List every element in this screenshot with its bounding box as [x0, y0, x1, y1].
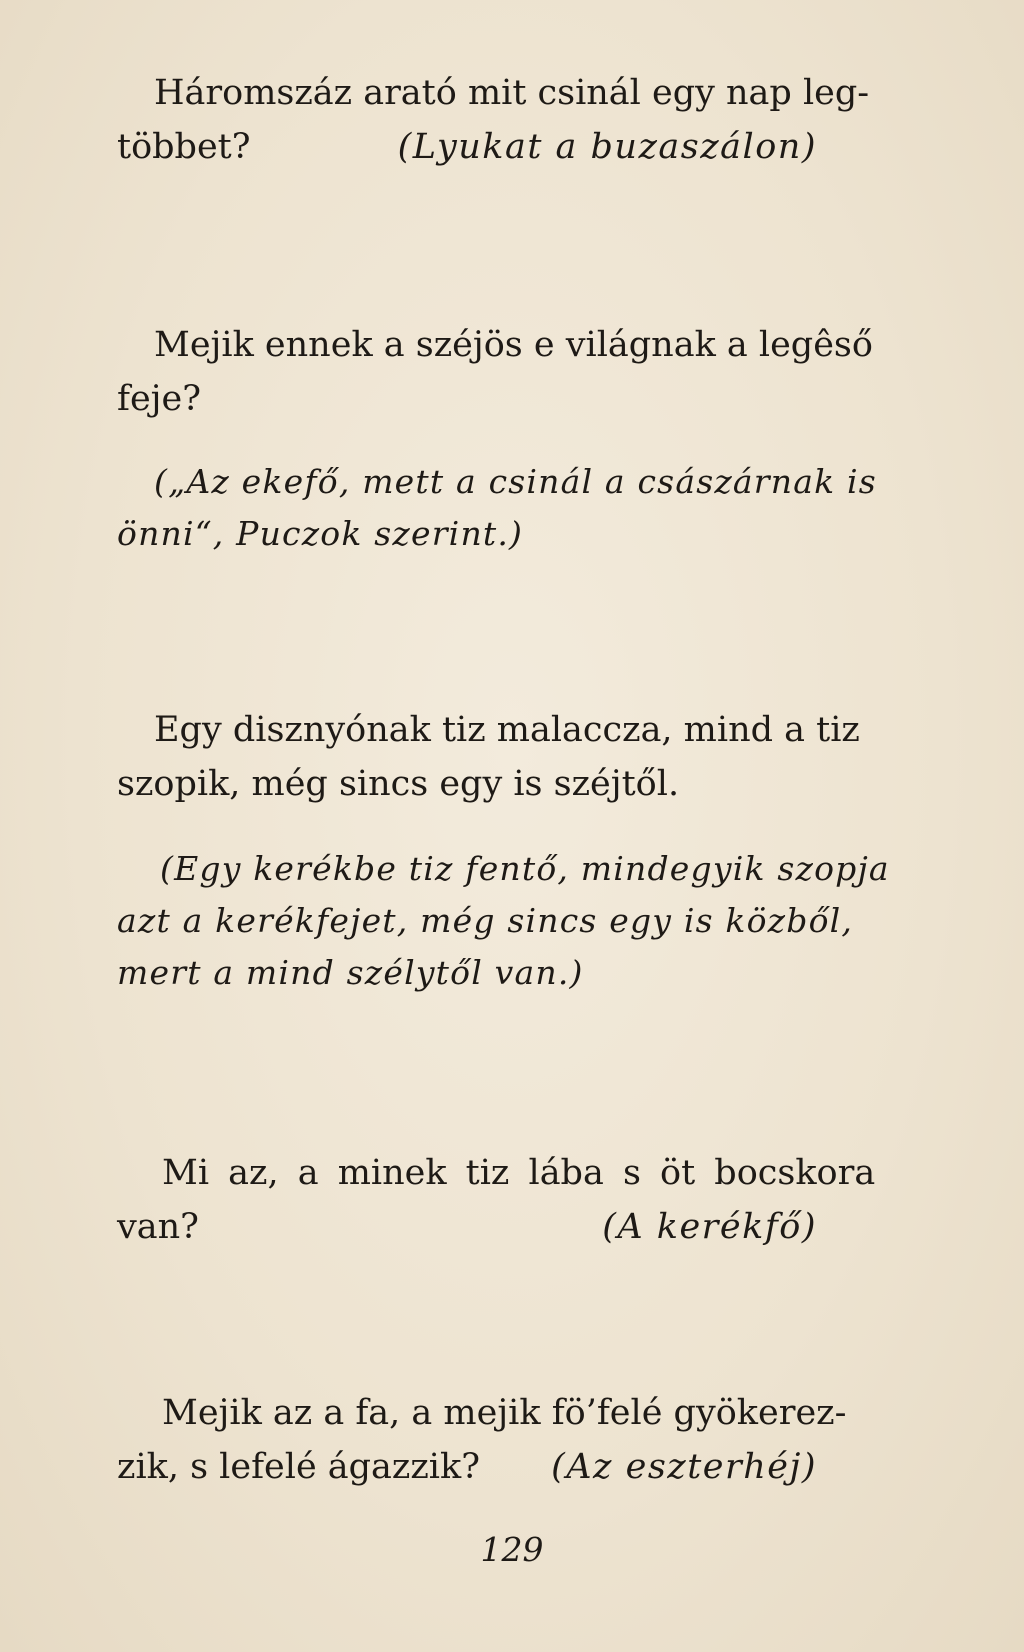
riddle-2-answer	[117, 456, 912, 560]
riddle-3-answer-line-1: (Egy kerékbe tiz fentő, mindegyik szopja	[160, 849, 890, 888]
riddle-4-question-line-2	[117, 1200, 912, 1254]
riddle-5-answer: (Az eszterhéj)	[551, 1447, 817, 1487]
riddle-2	[117, 318, 912, 426]
riddle-3-answer	[117, 843, 912, 999]
riddle-4	[117, 1146, 912, 1254]
riddle-3	[117, 703, 912, 811]
riddle-3-answer-line-3: mert a mind szélytől van.)	[117, 953, 584, 992]
riddle-4-question-line-1: Mi az, a minek tiz lába s öt bocskora	[162, 1153, 876, 1193]
page-number: 129	[480, 1530, 544, 1569]
riddle-5-question-line-1: Mejik az a fa, a mejik fö’felé gyökerez-	[162, 1393, 847, 1433]
riddle-3-answer-line-2: azt a kerékfejet, még sincs egy is közből,	[117, 901, 854, 940]
riddle-2-answer-line-2: önni“, Puczok szerint.)	[117, 514, 524, 553]
riddle-1-question-line-1: Háromszáz arató mit csinál egy nap leg-	[154, 73, 870, 113]
riddle-2-question-line-1: Mejik ennek a széjös e világnak a legêső	[154, 325, 873, 365]
riddle-3-question-line-1: Egy disznyónak tiz malaccza, mind a tiz	[154, 710, 860, 750]
riddle-1-answer: (Lyukat a buzaszálon)	[397, 127, 817, 167]
riddle-1-question-line-2	[117, 120, 912, 174]
riddle-1	[117, 66, 912, 174]
riddle-1-question-end: többet?	[117, 127, 251, 167]
riddle-5-question-end: zik, s lefelé ágazzik?	[117, 1447, 480, 1487]
riddle-3-question-line-2: szopik, még sincs egy is széjtől.	[117, 764, 680, 804]
riddle-5	[117, 1386, 912, 1494]
riddle-4-answer: (A kerékfő)	[602, 1207, 817, 1247]
riddle-4-question-end: van?	[117, 1207, 199, 1247]
riddle-5-question-line-2	[117, 1440, 912, 1494]
riddle-2-question-line-2: feje?	[117, 379, 201, 419]
riddle-2-answer-line-1: („Az ekefő, mett a csinál a császárnak is	[154, 462, 877, 501]
